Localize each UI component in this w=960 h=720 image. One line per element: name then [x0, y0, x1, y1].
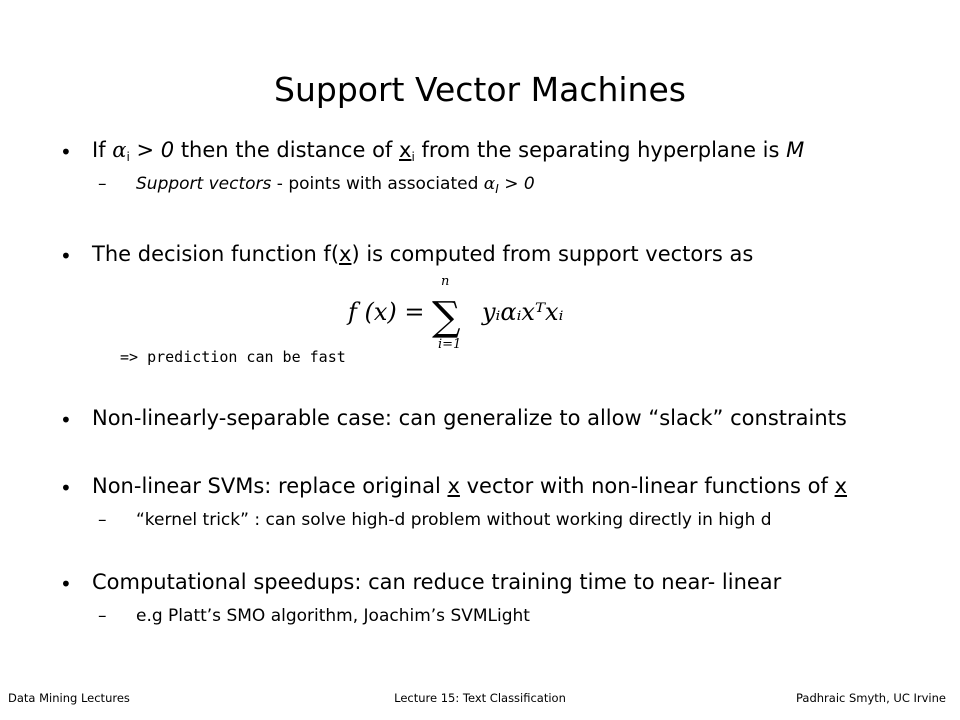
bullet-3: Non-linearly-separable case: can generalize to allow “slack” constraints [92, 406, 847, 430]
bullet-4-mid: vector with non-linear functions of [466, 474, 828, 498]
bullet-2-post: ) is computed from support vectors as [351, 242, 754, 266]
bullet-1-rest: from the separating hyperplane is [421, 138, 780, 162]
x-subscript: i [411, 150, 415, 164]
x-vector: x [447, 474, 460, 498]
bullet-4 [92, 472, 847, 500]
margin-m: M [786, 138, 805, 162]
bullet-1-if: If [92, 138, 106, 162]
decision-function-formula [340, 274, 590, 354]
bullet-2 [92, 240, 753, 268]
bullet-2-pre: The decision function f( [92, 242, 340, 266]
bullet-1-sub [136, 172, 535, 201]
bullet-1 [92, 136, 804, 171]
alpha-subscript: i [126, 150, 130, 164]
gt-zero: > 0 [504, 174, 535, 194]
x-vector: x [399, 138, 412, 162]
formula-body: yᵢαᵢxᵀxᵢ [482, 298, 564, 326]
alpha-symbol: α [112, 138, 127, 162]
bullet-4-sub: “kernel trick” : can solve high-d problem without working directly in high d [136, 510, 772, 530]
bullet-1-sub-text: - points with associated [276, 174, 479, 194]
alpha-symbol: α [483, 174, 496, 194]
bullet-5: Computational speedups: can reduce training time to near- linear [92, 570, 782, 594]
slide-title: Support Vector Machines [274, 70, 686, 109]
sum-sigma: ∑ [432, 294, 461, 340]
alpha-subscript: I [495, 182, 499, 196]
bullet-1-mid: then the distance of [180, 138, 393, 162]
support-vectors-term: Support vectors [136, 174, 272, 194]
gt-zero: > 0 [136, 138, 175, 162]
bullet-marker: • [60, 572, 72, 596]
dash-marker: – [98, 606, 107, 626]
footer-right: Padhraic Smyth, UC Irvine [795, 691, 946, 705]
prediction-note: => prediction can be fast [120, 348, 346, 366]
footer-left: Data Mining Lectures [8, 691, 130, 705]
bullet-5-sub: e.g Platt’s SMO algorithm, Joachim’s SVMLight [136, 606, 530, 626]
bullet-marker: • [60, 476, 72, 500]
footer-center: Lecture 15: Text Classification [394, 691, 566, 705]
dash-marker: – [98, 510, 107, 530]
x-vector: x [834, 474, 848, 498]
x-vector: x [339, 242, 352, 266]
bullet-marker: • [60, 244, 72, 268]
sum-lower-limit: i=1 [438, 337, 462, 352]
sum-upper-limit: n [441, 274, 450, 289]
formula-lhs: f (x) = [348, 298, 425, 326]
bullet-4-pre: Non-linear SVMs: replace original [92, 474, 441, 498]
bullet-marker: • [60, 408, 72, 432]
bullet-marker: • [60, 140, 72, 164]
dash-marker: – [98, 174, 107, 194]
